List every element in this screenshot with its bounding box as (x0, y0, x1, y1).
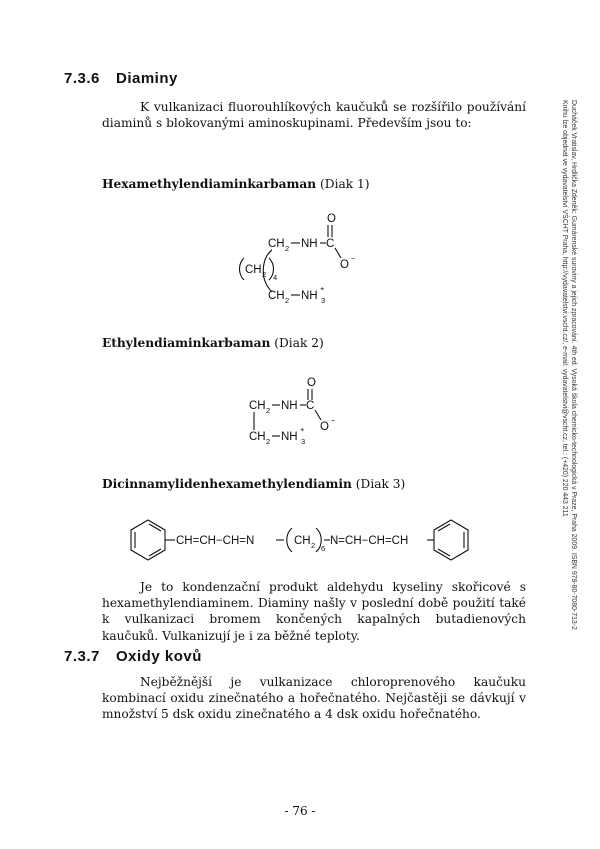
paragraph-oxides (102, 674, 526, 723)
formula-subscript: 2 (285, 296, 290, 305)
formula-atom: NH (281, 431, 298, 443)
formula-bond (335, 248, 341, 258)
compound-caption-2 (102, 336, 324, 350)
formula-subscript: 6 (321, 544, 326, 553)
formula-chain-left: CH=CH−CH=N (176, 535, 255, 547)
formula-bond (438, 549, 450, 556)
formula-atom: CH (245, 264, 262, 276)
sidebar-citation-line1: Ducháček Vratislav, Hrdlička Zdeněk: Gumárenské suroviny a jejich zpracování. 4th ed. Vysoká škola chemicko-technologická v Praze, Praha 2009. ISBN 978-80-7080-713-2 (570, 100, 577, 630)
section-heading-oxidy (64, 648, 202, 665)
compound-caption-3 (102, 477, 405, 491)
formula-atom: CH (268, 238, 285, 250)
formula-subscript: 2 (266, 437, 271, 446)
formula-subscript: 2 (262, 270, 267, 279)
formula-subscript: 2 (285, 244, 290, 253)
formula-charge: − (351, 254, 356, 263)
compound-caption-1 (102, 177, 370, 191)
formula-bracket-left (287, 528, 292, 552)
paragraph-text: Je to kondenzační produkt aldehydu kyseliny skořicové s hexamethylendiaminem. Diaminy našly v poslední době použití také k vulkanizaci bromem končených kapalných butadienových kaučuků. Vulkanizují je i za běžné teploty. (102, 580, 526, 643)
paragraph-text: Nejběžnější je vulkanizace chloroprenového kaučuku kombinací oxidu zinečnatého a hořečnatého. Nejčastěji se dávkují v množství 5 dsk oxidu zinečnatého a 4 dsk oxidu hořečnatého. (102, 675, 526, 722)
formula-atom: C (326, 238, 335, 250)
formula-atom: CH (268, 290, 285, 302)
formula-bond (438, 524, 450, 531)
section-number: 7.3.7 (64, 648, 100, 665)
formula-charge: − (331, 416, 336, 425)
formula-atom: CH (249, 431, 266, 443)
formula-subscript: 3 (301, 437, 306, 446)
formula-subscript: 2 (266, 406, 271, 415)
sidebar-citation (552, 100, 578, 630)
formula-diak2 (240, 372, 360, 452)
formula-diak1 (220, 208, 380, 308)
formula-bracket-left (240, 258, 245, 280)
formula-charge: + (300, 425, 305, 434)
formula-atom: CH (249, 400, 266, 412)
compound-code: (Diak 2) (274, 336, 324, 350)
formula-chain-right: N=CH−CH=CH (330, 535, 409, 547)
compound-code: (Diak 3) (355, 477, 406, 491)
formula-atom: NH (301, 290, 318, 302)
compound-name: Hexamethylendiaminkarbaman (102, 177, 317, 191)
compound-name: Dicinnamylidenhexamethylendiamin (102, 477, 352, 491)
section-title: Oxidy kovů (116, 648, 202, 665)
formula-diak3 (118, 512, 480, 568)
formula-atom: O (340, 259, 349, 271)
formula-atom: O (320, 421, 329, 433)
formula-atom: O (327, 213, 336, 225)
formula-subscript: 2 (311, 541, 316, 550)
formula-atom: NH (301, 238, 318, 250)
page-number: - 76 - (284, 804, 316, 818)
formula-subscript: 4 (273, 273, 278, 282)
formula-bond (149, 524, 161, 531)
benzene-ring-right (434, 520, 468, 560)
formula-atom: O (307, 377, 316, 389)
formula-bond (149, 549, 161, 556)
sidebar-citation-line2: Knihu lze objednat ve vydavatelství VŠCHT Praha, http://vydavatelstvi.vscht.cz/, e-mail: vydavatelstvi@vscht.cz, tel.: (+420) 220 443 211 (560, 100, 568, 517)
section-title: Diaminy (116, 70, 178, 87)
benzene-ring-left (131, 520, 165, 560)
formula-atom: NH (281, 400, 298, 412)
compound-code: (Diak 1) (320, 177, 370, 191)
intro-text: K vulkanizaci fluorouhlíkových kaučuků se rozšířilo používání diaminů s blokovanými aminoskupinami. Především jsou to: (102, 100, 526, 131)
formula-bond (315, 410, 321, 420)
paragraph-condensation (102, 579, 526, 644)
intro-paragraph (102, 99, 526, 131)
formula-subscript: 3 (321, 296, 326, 305)
formula-charge: + (320, 284, 325, 293)
section-number: 7.3.6 (64, 70, 100, 87)
section-heading-diaminy (64, 70, 178, 87)
formula-atom: C (306, 400, 315, 412)
compound-name: Ethylendiaminkarbaman (102, 336, 271, 350)
formula-atom: CH (294, 535, 311, 547)
